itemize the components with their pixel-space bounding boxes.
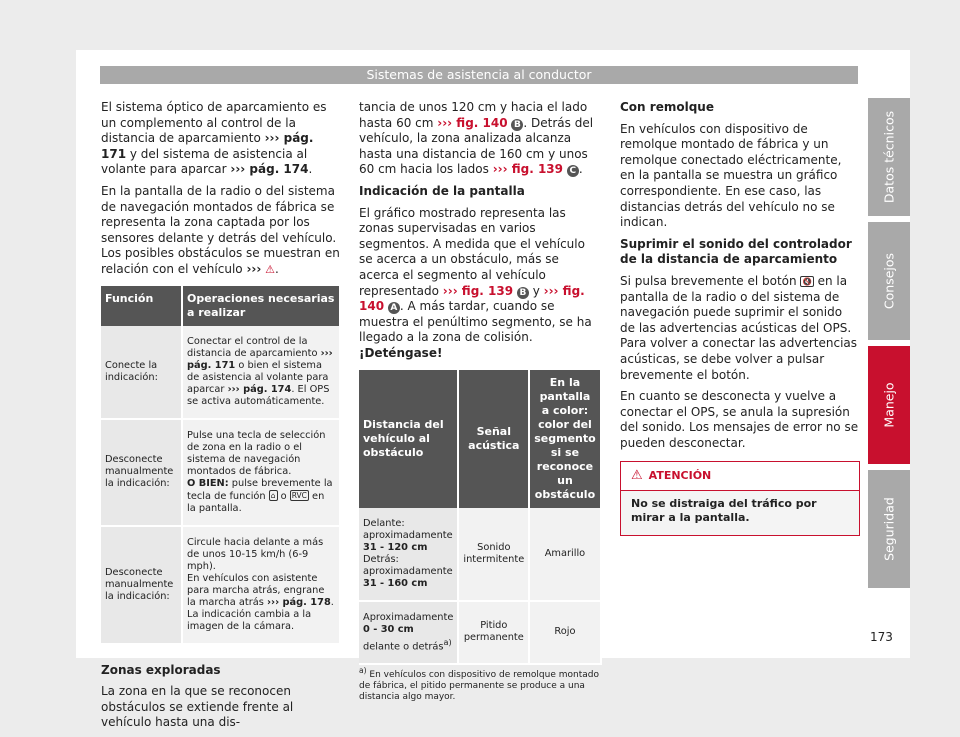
zonas-paragraph: La zona en la que se reconocen obstáculos se extiende frente al vehículo hasta una dis- xyxy=(101,684,294,730)
remolque-title: Con remolque xyxy=(620,100,714,114)
suprimir-title: Suprimir el sonido del controlador de la distancia de aparcamiento xyxy=(620,236,852,267)
tab-consejos[interactable]: Consejos xyxy=(868,222,910,340)
table-header: Función xyxy=(101,286,182,326)
tab-datos-tecnicos[interactable]: Datos técnicos xyxy=(868,98,910,216)
table-row: Desconecte manualmente la indicación: Pulse una tecla de selección de zona en la radio o el sistema de navegación montados de fábrica. O BIEN: pulse brevemente la tecla de función ⌂ o RVC en la pantalla. xyxy=(101,419,340,526)
column-3 xyxy=(620,100,860,536)
column-2 xyxy=(359,100,601,709)
function-table xyxy=(101,286,341,645)
remolque-paragraph: En vehículos con dispositivo de remolque montado de fábrica y un remolque conectado eléctricamente, en la pantalla se muestra un gráfico correspondiente. En ese caso, las distancias detrás del vehículo no se indican. xyxy=(620,121,842,230)
rvc-key: RVC xyxy=(291,490,307,500)
suprimir-paragraph: Si pulsa brevemente el botón 🔇 en la pantalla de la radio o del sistema de navegación puede suprimir el sonido de las advertencias acústicas del OPS. Para volver a conectar las advertencias acústicas, se debe volver a pulsar brevemente el botón. xyxy=(620,273,858,382)
table-header: Operaciones necesarias a realizar xyxy=(182,286,340,326)
warning-triangle-icon: ⚠ xyxy=(265,262,275,276)
page-ref-link[interactable]: ››› pág. 174 xyxy=(230,162,309,177)
page-ref-link[interactable]: ››› pág. 178 xyxy=(267,596,331,608)
distance-table xyxy=(359,370,602,665)
page-header: Sistemas de asistencia al conductor xyxy=(100,66,858,84)
table-row: Delante: aproximadamente 31 - 120 cm Detrás: aproximadamente 31 - 160 cm Sonido intermitente Amarillo xyxy=(359,508,601,601)
callout-b: B xyxy=(511,119,523,131)
zonas-continued: tancia de unos 120 cm y hacia el lado hasta 60 cm ››› fig. 140 B . Detrás del vehículo, la zona analizada alcanza hasta una distancia de 160 cm y unos 60 cm hacia los lados ››› fig. 139 C . xyxy=(359,100,594,177)
table-row: Aproximadamente 0 - 30 cm delante o detrás$^{a)}$ Pitido permanente Rojo xyxy=(359,601,601,664)
callout-b: B xyxy=(517,287,529,299)
warning-text: No se distraiga del tráfico por mirar a la pantalla. xyxy=(621,491,859,535)
table-header: Señal acústica xyxy=(458,370,529,508)
warning-triangle-icon: ⚠ xyxy=(631,468,643,484)
footnote: $^{a)}$ En vehículos con dispositivo de remolque montado de fábrica, el pitido permanente se produce a una distancia algo mayor. xyxy=(359,665,599,702)
callout-a: A xyxy=(388,302,400,314)
indicacion-title: Indicación de la pantalla xyxy=(359,183,525,198)
fig-ref-link[interactable]: ››› fig. 140 xyxy=(437,115,508,130)
reset-paragraph: En cuanto se desconecta y vuelve a conectar el OPS, se anula la supresión del sonido. Los mensajes de error no se pueden desconectar. xyxy=(620,389,859,450)
table-row: Desconecte manualmente la indicación: Circule hacia delante a más de unos 10-15 km/h (6-9 mph). En vehículos con asistente para marcha atrás, engrane la marcha atrás ››› pág. 178. La indicación cambia a la imagen de la cámara. xyxy=(101,526,340,644)
page-ref-link[interactable]: ››› pág. 171 xyxy=(187,347,333,371)
column-1 xyxy=(101,100,341,737)
ops-key-icon: ⌂ xyxy=(270,490,276,500)
callout-c: C xyxy=(567,165,579,177)
zonas-title: Zonas exploradas xyxy=(101,662,221,677)
warning-title: ATENCIÓN xyxy=(648,469,712,483)
table-header: Distancia del vehículo al obstáculo xyxy=(359,370,458,508)
tab-seguridad[interactable]: Seguridad xyxy=(868,470,910,588)
table-header: En la pantalla a color: color del segmento si se reconoce un obstáculo xyxy=(529,370,600,508)
tab-manejo[interactable]: Manejo xyxy=(868,346,910,464)
page-ref-link[interactable]: ››› pág. 171 xyxy=(101,131,314,161)
warning-ref-link[interactable]: ››› xyxy=(246,261,262,276)
mute-button-icon: 🔇 xyxy=(802,276,812,286)
fig-ref-link[interactable]: ››› fig. 139 xyxy=(492,162,563,177)
intro-paragraph: El sistema óptico de aparcamiento es un complemento al control de la distancia de aparcamiento ››› pág. 171 y del sistema de asistencia al volante para aparcar ››› pág. 174. xyxy=(101,100,327,177)
table-row: Conecte la indicación: Conectar el control de la distancia de aparcamiento ››› pág. 171 o bien el sistema de asistencia al volante para aparcar ››› pág. 174. El OPS se activa automáticamente. xyxy=(101,326,340,419)
page-ref-link[interactable]: ››› pág. 174 xyxy=(227,383,292,395)
fig-ref-link[interactable]: ››› fig. 139 xyxy=(442,283,514,298)
indicacion-paragraph: El gráfico mostrado representa las zonas supervisadas en varios segmentos. A medida que el vehículo se acerca a un obstáculo, más se acerca el segmento al vehículo representado ››› fig. 139 B y ››› fig. 140 A . A más tardar, cuando se muestra el penúltimo segmento, se ha llegado a la zona de colisión. ¡Deténgase! xyxy=(359,205,592,360)
page-number: 173 xyxy=(870,630,893,644)
fig-ref-link[interactable]: ››› fig. 140 xyxy=(359,283,585,314)
display-paragraph: En la pantalla de la radio o del sistema de navegación montados de fábrica se representa la zona captada por los sensores delante y detrás del vehículo. Los posibles obstáculos se muestran en relación con el vehículo ››› ⚠. xyxy=(101,183,340,276)
warning-box xyxy=(620,461,860,536)
